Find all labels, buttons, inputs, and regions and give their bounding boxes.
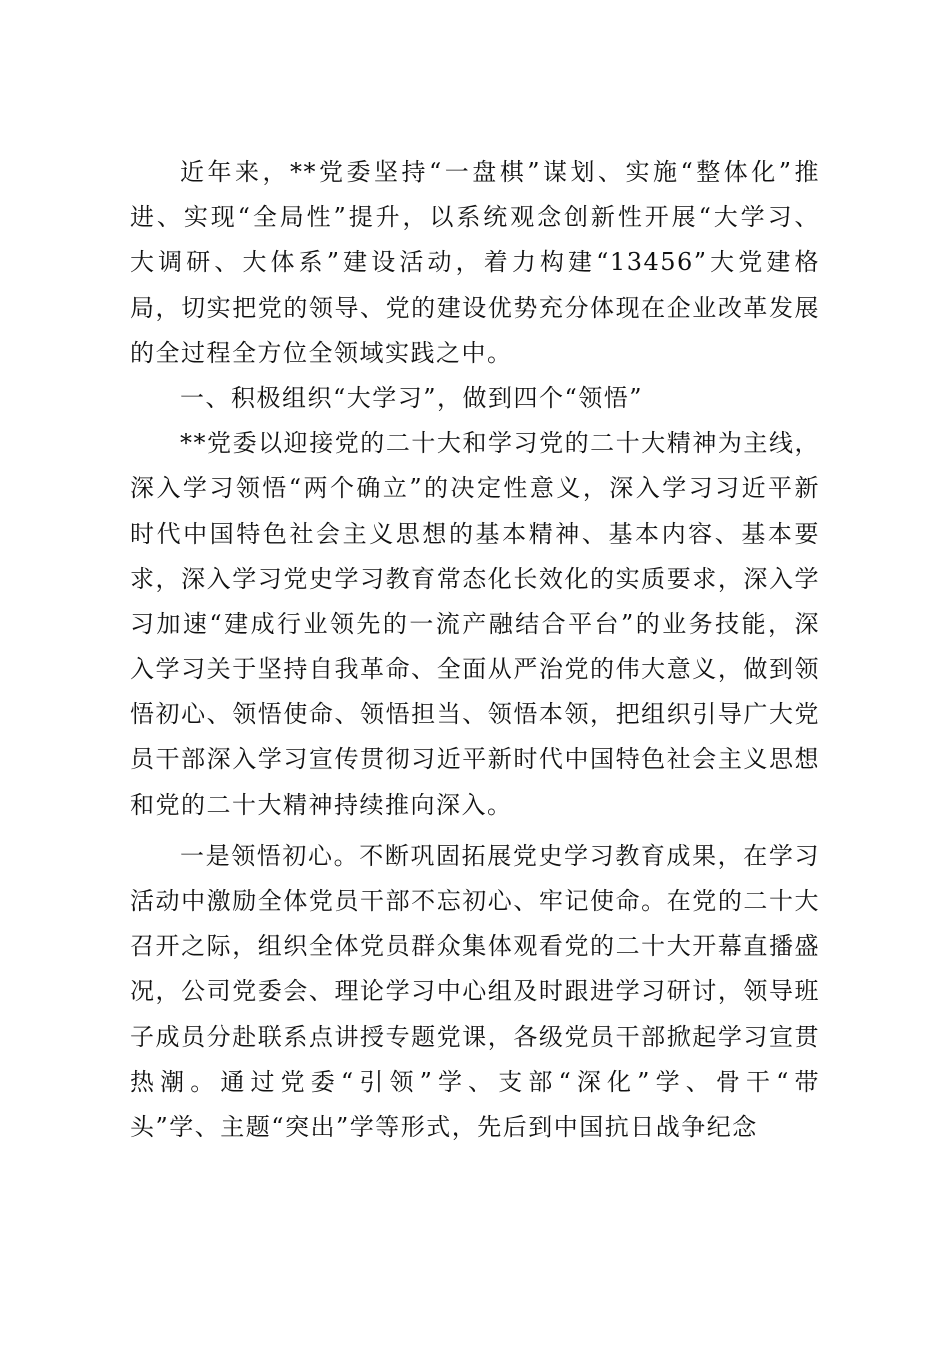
text-line: 习加速“建成行业领先的一流产融结合平台”的业务技能，深	[130, 609, 820, 638]
text-line: 局，切实把党的领导、党的建设优势充分体现在企业改革发展	[130, 293, 820, 322]
paragraph-item-1	[130, 834, 820, 1150]
text-line: 求，深入学习党史学习教育常态化长效化的实质要求，深入学	[130, 564, 820, 593]
paragraph-intro	[130, 150, 820, 376]
text-line: 和党的二十大精神持续推向深入。	[130, 790, 513, 819]
text-line: 深入学习领悟“两个确立”的决定性意义，深入学习习近平新	[130, 474, 820, 503]
text-line: 入学习关于坚持自我革命、全面从严治党的伟大意义，做到领	[130, 655, 820, 684]
text-line: 子成员分赴联系点讲授专题党课，各级党员干部掀起学习宣贯	[130, 1022, 820, 1051]
text-line: 召开之际，组织全体党员群众集体观看党的二十大开幕直播盛	[130, 932, 820, 961]
text-line: 的全过程全方位全领域实践之中。	[130, 338, 513, 367]
text-line: 一是领悟初心。不断巩固拓展党史学习教育成果，在学习	[180, 841, 820, 870]
text-line: 时代中国特色社会主义思想的基本精神、基本内容、基本要	[130, 519, 820, 548]
text-line: 活动中激励全体党员干部不忘初心、牢记使命。在党的二十大	[130, 887, 820, 915]
paragraph-section-body	[130, 421, 820, 828]
text-line: 头”学、主题“突出”学等形式，先后到中国抗日战争纪念	[130, 1112, 758, 1141]
section-heading	[130, 376, 820, 421]
text-line: 进、实现“全局性”提升，以系统观念创新性开展“大学习、	[130, 203, 820, 232]
text-line: 员干部深入学习宣传贯彻习近平新时代中国特色社会主义思想	[130, 745, 820, 774]
text-line: 大调研、大体系”建设活动，着力构建“13456”大党建格	[130, 248, 820, 277]
heading-text: 一、积极组织“大学习”，做到四个“领悟”	[180, 383, 644, 412]
text-line: **党委以迎接党的二十大和学习党的二十大精神为主线，	[180, 429, 820, 458]
text-line: 悟初心、领悟使命、领悟担当、领悟本领，把组织引导广大党	[130, 700, 820, 729]
text-line: 况，公司党委会、理论学习中心组及时跟进学习研讨，领导班	[130, 977, 820, 1006]
text-line: 近年来，**党委坚持“一盘棋”谋划、实施“整体化”推	[180, 158, 820, 186]
document-body	[130, 150, 820, 1150]
text-line: 热潮。通过党委“引领”学、支部“深化”学、骨干“带	[130, 1067, 820, 1096]
